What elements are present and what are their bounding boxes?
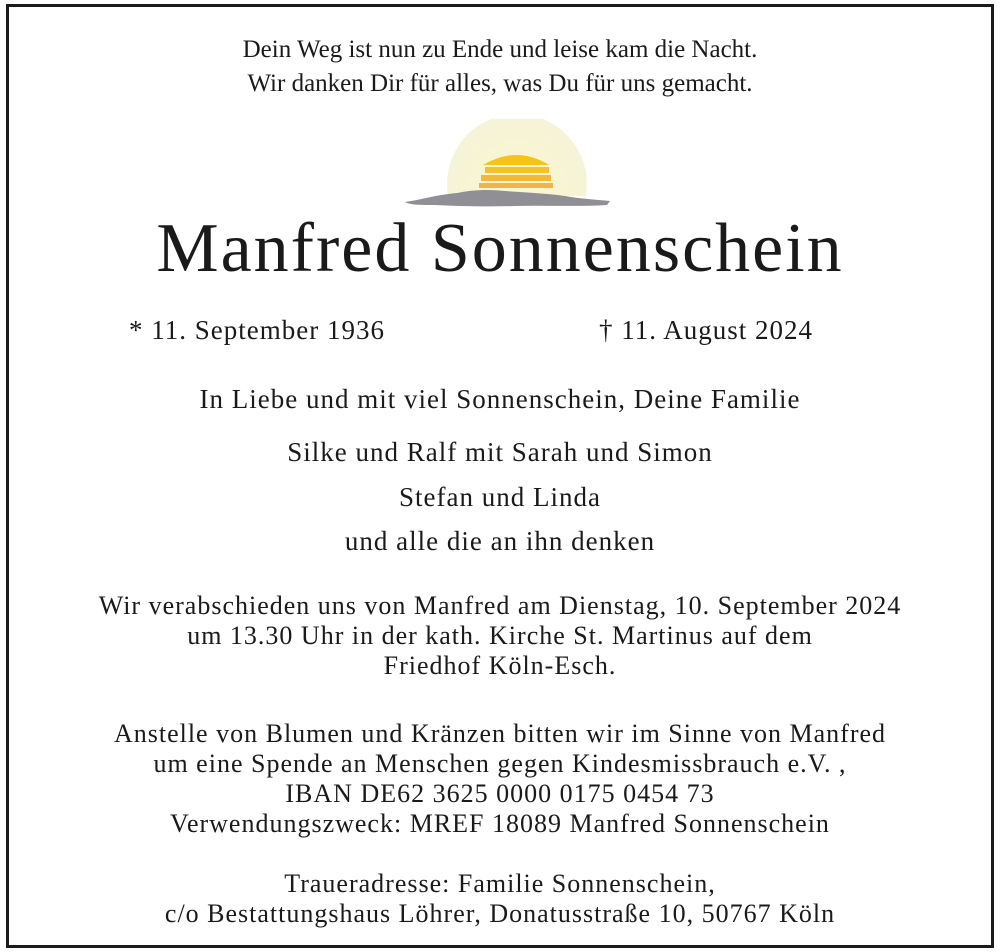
- family-intro: In Liebe und mit viel Sonnenschein, Deine Familie: [199, 384, 801, 414]
- sun-band-2: [481, 175, 551, 181]
- address-line: Traueradresse: Familie Sonnenschein,: [284, 869, 716, 898]
- donation-line: Anstelle von Blumen und Kränzen bitten wir im Sinne von Manfred: [113, 719, 887, 748]
- sun-band-1: [485, 167, 549, 173]
- family-member: und alle die an ihn denken: [344, 526, 656, 556]
- service-line: um 13.30 Uhr in der kath. Kirche St. Martinus auf dem: [187, 621, 813, 650]
- death-date: † 11. August 2024: [599, 315, 814, 345]
- donation-reference: Verwendungszweck: MREF 18089 Manfred Sonnenschein: [170, 809, 830, 838]
- donation-line: um eine Spende an Menschen gegen Kindesmissbrauch e.V. ,: [153, 749, 847, 778]
- sunset-icon: [395, 119, 615, 219]
- service-line: Friedhof Köln-Esch.: [383, 651, 617, 680]
- service-line: Wir verabschieden uns von Manfred am Dienstag, 10. September 2024: [98, 591, 902, 620]
- obituary-card: [6, 4, 994, 948]
- address-line: c/o Bestattungshaus Löhrer, Donatusstraße 10, 50767 Köln: [164, 899, 836, 928]
- donation-iban: IBAN DE62 3625 0000 0175 0454 73: [285, 779, 715, 808]
- deceased-name: Manfred Sonnenschein: [156, 210, 844, 287]
- family-member: Silke und Ralf mit Sarah und Simon: [287, 437, 713, 467]
- birth-date: * 11. September 1936: [129, 315, 385, 345]
- sun-band-3: [479, 183, 553, 188]
- motto-line-1: Dein Weg ist nun zu Ende und leise kam die Nacht.: [242, 36, 758, 63]
- motto-line-2: Wir danken Dir für alles, was Du für uns gemacht.: [247, 70, 753, 97]
- family-member: Stefan und Linda: [399, 482, 601, 512]
